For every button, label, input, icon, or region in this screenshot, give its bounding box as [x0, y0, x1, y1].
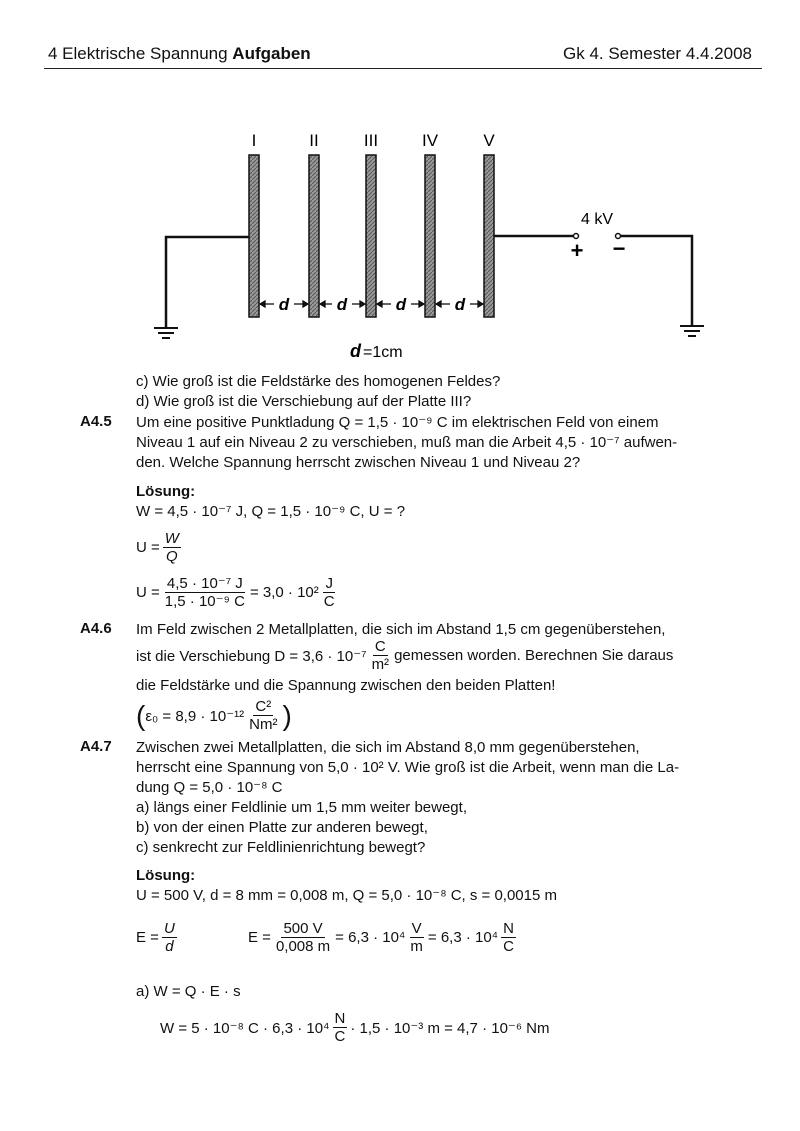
- a47-wa: a) W = Q · E · s: [136, 983, 241, 1000]
- a45-f2-fraction: [163, 575, 247, 610]
- a47-e2-unit1: [408, 920, 425, 955]
- ground-left-icon: [154, 328, 178, 338]
- a45-formula-1: [136, 530, 184, 565]
- a47-w-unit: [333, 1010, 348, 1045]
- gap-label-2: d: [336, 295, 348, 314]
- a47-item-a: a) längs einer Feldlinie um 1,5 mm weiter bewegt,: [136, 799, 467, 816]
- a46-line-1: Im Feld zwischen 2 Metallplatten, die sich im Abstand 1,5 cm gegenüberstehen,: [136, 621, 666, 638]
- gap-label-4: d: [454, 295, 466, 314]
- a45-f2-mid: = 3,0 · 10²: [249, 584, 319, 601]
- plus-sign: +: [570, 238, 584, 263]
- a46-epsilon: [136, 698, 292, 733]
- paren-close: ): [282, 699, 292, 731]
- a47-label: A4.7: [80, 738, 112, 755]
- paren-open: (: [136, 699, 146, 731]
- a47-e2-u2-num: N: [503, 920, 514, 937]
- a47-e1-lhs: E =: [136, 929, 159, 946]
- a45-line-1: Um eine positive Punktladung Q = 1,5 · 10⁻⁹ C im elektrischen Feld von einem: [136, 414, 659, 431]
- a47-line-3: dung Q = 5,0 · 10⁻⁸ C: [136, 779, 283, 796]
- gap-label-1: d: [278, 295, 290, 314]
- distance-var: d: [350, 341, 361, 361]
- a45-f1-num: W: [164, 530, 179, 547]
- a47-given: U = 500 V, d = 8 mm = 0,008 m, Q = 5,0 · 10⁻⁸ C, s = 0,0015 m: [136, 887, 557, 904]
- a45-line-2: Niveau 1 auf ein Niveau 2 zu verschieben, muß man die Arbeit 4,5 · 10⁻⁷ aufwen-: [136, 434, 678, 451]
- a45-f1-fraction: [163, 530, 181, 565]
- a47-loesung: Lösung:: [136, 867, 196, 884]
- a45-given: W = 4,5 · 10⁻⁷ J, Q = 1,5 · 10⁻⁹ C, U = ?: [136, 503, 406, 520]
- a47-e2-fraction: [274, 920, 332, 955]
- a46-l2-num: C: [374, 638, 386, 655]
- minus-sign: −: [612, 236, 626, 261]
- a47-e1-fraction: [162, 920, 177, 955]
- a46-label: A4.6: [80, 620, 112, 637]
- a45-line-3: den. Welche Spannung herrscht zwischen Niveau 1 und Niveau 2?: [136, 454, 581, 471]
- plate-1: [249, 155, 259, 317]
- a46-eps-a: ε₀ = 8,9 · 10⁻¹²: [145, 707, 245, 725]
- a47-e2-num: 500 V: [283, 920, 323, 937]
- a45-label: A4.5: [80, 413, 112, 430]
- header-title-bold: Aufgaben: [232, 44, 311, 63]
- plate-3: [366, 155, 376, 317]
- a47-e2-lhs: E =: [248, 929, 271, 946]
- a47-e2-mid2: = 6,3 · 10⁴: [427, 929, 499, 946]
- a47-w-a: W = 5 · 10⁻⁸ C · 6,3 · 10⁴: [160, 1019, 330, 1037]
- a46-eps-num: C²: [255, 698, 272, 715]
- a45-f2-num: 4,5 · 10⁻⁷ J: [166, 575, 243, 592]
- a45-f2-unit-den: C: [323, 593, 335, 610]
- a47-e2-unit2: [501, 920, 516, 955]
- a47-line-1: Zwischen zwei Metallplatten, die sich im Abstand 8,0 mm gegenüberstehen,: [136, 739, 640, 756]
- a47-e2-u1-den: m: [410, 938, 423, 955]
- plate-label-4: IV: [421, 131, 439, 150]
- a47-w-b: · 1,5 · 10⁻³ m = 4,7 · 10⁻⁶ Nm: [350, 1019, 550, 1037]
- a46-l2-den: m²: [371, 656, 390, 673]
- a47-item-c: c) senkrecht zur Feldlinienrichtung bewegt?: [136, 839, 426, 856]
- a46-l2-fraction: [370, 638, 392, 673]
- a47-e2-den: 0,008 m: [275, 938, 331, 955]
- a46-eps-den: Nm²: [249, 716, 278, 733]
- a45-f1-lhs: U =: [136, 539, 160, 556]
- a47-e1-num: U: [163, 920, 175, 937]
- a46-line-2b: gemessen worden. Berechnen Sie daraus: [394, 647, 674, 664]
- a47-line-2: herrscht eine Spannung von 5,0 · 10² V. Wie groß ist die Arbeit, wenn man die La-: [136, 759, 680, 776]
- a46-line-2a: ist die Verschiebung D = 3,6 · 10⁻⁷: [136, 647, 367, 665]
- a45-f2-unit-num: J: [325, 575, 333, 592]
- a45-f2-unit: [322, 575, 337, 610]
- a47-item-b: b) von der einen Platte zur anderen bewegt,: [136, 819, 428, 836]
- a46-line-3: die Feldstärke und die Spannung zwischen den beiden Platten!: [136, 677, 556, 694]
- plate-label-3: III: [363, 131, 379, 150]
- a47-formula-e1: [136, 920, 180, 955]
- header-title: 4 Elektrische Spannung: [48, 44, 228, 63]
- a45-loesung: Lösung:: [136, 483, 196, 500]
- plate-label-1: I: [251, 131, 257, 150]
- a47-work-formula: [160, 1010, 550, 1045]
- a44-question-d: d) Wie groß ist die Verschiebung auf der Platte III?: [136, 393, 472, 410]
- a47-formula-e2: [248, 920, 519, 955]
- plate-label-5: V: [483, 131, 495, 150]
- a45-f2-den: 1,5 · 10⁻⁹ C: [164, 593, 245, 610]
- a47-e2-u1-num: V: [411, 920, 422, 937]
- return-wire: [620, 236, 692, 326]
- capacitor-diagram: [0, 0, 800, 370]
- distance-value: =1cm: [363, 344, 403, 361]
- a44-question-c: c) Wie groß ist die Feldstärke des homogenen Feldes?: [136, 373, 501, 390]
- a45-f2-lhs: U =: [136, 584, 160, 601]
- voltage-label: 4 kV: [580, 211, 614, 228]
- a47-w-unit-num: N: [334, 1010, 346, 1027]
- plate-2: [309, 155, 319, 317]
- gap-label-3: d: [395, 295, 407, 314]
- a45-f1-den: Q: [166, 548, 178, 565]
- a47-e1-den: d: [165, 938, 174, 955]
- a45-formula-2: [136, 575, 340, 610]
- plate-label-2: II: [309, 131, 319, 150]
- header-right: Gk 4. Semester 4.4.2008: [563, 44, 752, 63]
- plate-5: [484, 155, 494, 317]
- ground-right-icon: [680, 326, 704, 336]
- a47-e2-u2-den: C: [503, 938, 514, 955]
- a47-e2-mid: = 6,3 · 10⁴: [335, 929, 406, 946]
- a47-w-unit-den: C: [334, 1028, 346, 1045]
- a46-eps-fraction: [247, 698, 279, 733]
- plate-4: [425, 155, 435, 317]
- left-wire: [166, 237, 249, 328]
- a46-line-2: [136, 638, 673, 673]
